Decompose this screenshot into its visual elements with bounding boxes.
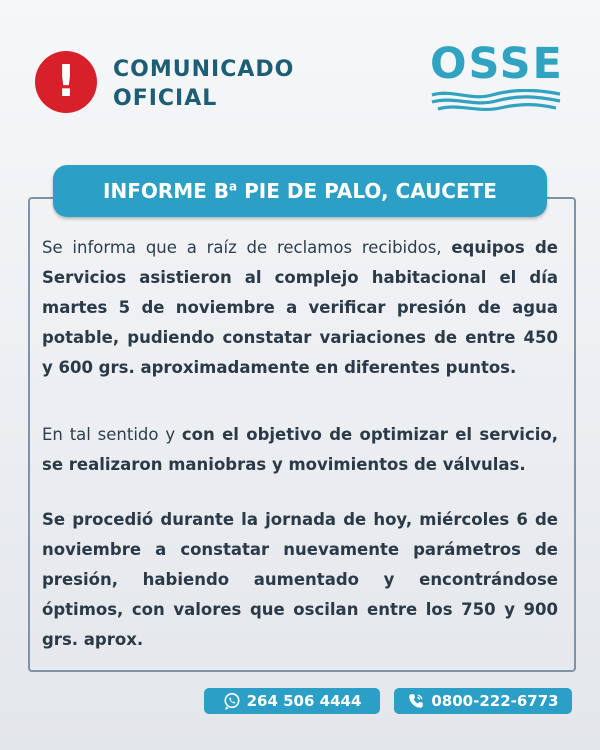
paragraph-3-bold: Se procedió durante la jornada de hoy, miércoles 6 de noviembre a constatar nuevamente parámetros de presión, habiendo aumentado y encontrándose óptimos, con valores que oscilan entre los 750 y 900 grs. aprox.: [42, 510, 558, 649]
report-title-banner: [53, 165, 547, 217]
paragraph-3: [42, 505, 558, 655]
paragraph-2-text: En tal sentido y: [42, 425, 182, 444]
paragraph-2: [42, 420, 558, 480]
title-line-2: OFICIAL: [113, 86, 218, 111]
osse-logo: [430, 39, 564, 115]
logo-text: OSSE: [430, 39, 564, 89]
phone-number: 0800-222-6773: [431, 692, 559, 710]
report-title-superscript: a: [229, 179, 238, 194]
whatsapp-number: 264 506 4444: [246, 692, 362, 710]
whatsapp-icon: [223, 692, 241, 710]
page-title: [113, 55, 343, 113]
paragraph-2-bold: con el objetivo de optimizar el servicio, se realizaron maniobras y movimientos de válvulas.: [42, 425, 558, 474]
alert-icon: [35, 51, 97, 113]
paragraph-1-bold: equipos de Servicios asistieron al complejo habitacional el día martes 5 de noviembre a verificar presión de agua potable, pudiendo constatar variaciones de entre 450 y 600 grs. aproximadamente en diferentes puntos.: [42, 238, 558, 377]
phone-contact[interactable]: [394, 688, 572, 714]
title-line-1: COMUNICADO: [113, 57, 295, 82]
report-title-rest: PIE DE PALO, CAUCETE: [237, 179, 497, 203]
logo-waves-icon: [430, 89, 562, 115]
exclamation-icon: !: [55, 56, 77, 107]
paragraph-1-text: Se informa que a raíz de reclamos recibidos,: [42, 238, 452, 257]
paragraph-1: [42, 233, 558, 383]
phone-icon: [407, 692, 425, 710]
report-title: [103, 179, 497, 203]
report-title-main: INFORME B: [103, 179, 230, 203]
whatsapp-contact[interactable]: [204, 688, 380, 714]
